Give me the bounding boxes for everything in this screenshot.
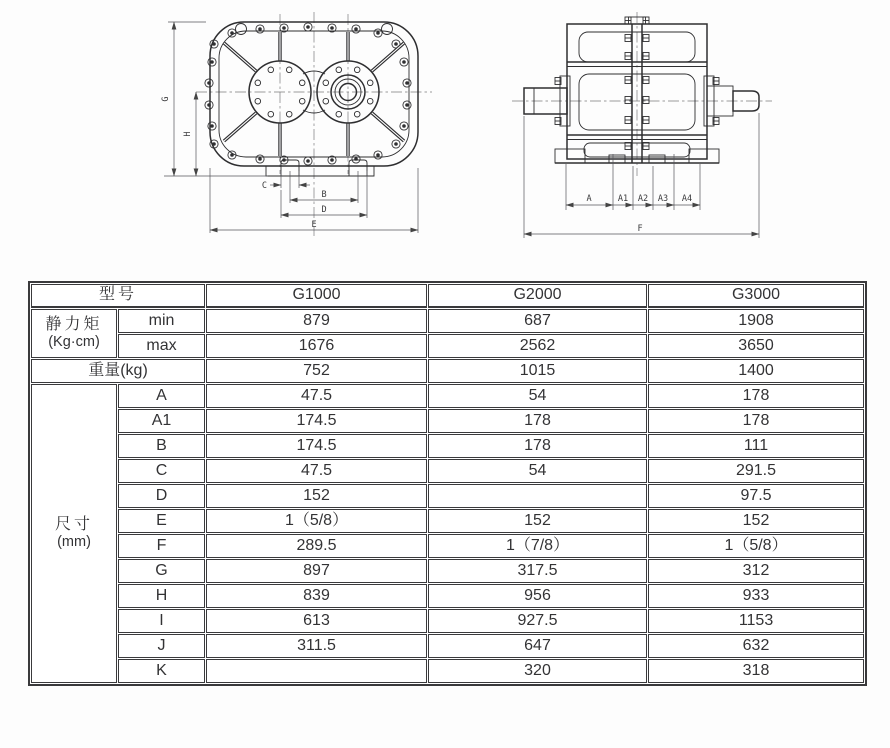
value-cell: 879 <box>206 309 427 333</box>
model-g2000-cell: G2000 <box>428 284 647 308</box>
value-cell: 174.5 <box>206 409 427 433</box>
dim-label-a1: A1 <box>617 194 629 204</box>
value-cell: 111 <box>648 434 864 458</box>
value-cell: 320 <box>428 659 647 683</box>
dim-name-cell: B <box>118 434 205 458</box>
dim-name-cell: C <box>118 459 205 483</box>
value-cell: 3650 <box>648 334 864 358</box>
dim-name-cell: A1 <box>118 409 205 433</box>
max-label-cell: max <box>118 334 205 358</box>
value-cell: 97.5 <box>648 484 864 508</box>
dim-row <box>31 659 864 683</box>
dimensions-label-cell <box>31 384 117 683</box>
dim-label-a4: A4 <box>681 194 693 204</box>
value-cell: 291.5 <box>648 459 864 483</box>
dim-label-b: B <box>321 190 327 200</box>
value-cell <box>428 484 647 508</box>
lifting-hole-right <box>382 24 393 35</box>
value-cell: 687 <box>428 309 647 333</box>
dim-row <box>31 584 864 608</box>
value-cell: 1676 <box>206 334 427 358</box>
value-cell: 839 <box>206 584 427 608</box>
dim-label-a3: A3 <box>657 194 669 204</box>
value-cell: 1015 <box>428 359 647 383</box>
side-view-drawing <box>472 4 802 254</box>
value-cell: 927.5 <box>428 609 647 633</box>
value-cell: 152 <box>648 509 864 533</box>
min-label-cell: min <box>118 309 205 333</box>
value-cell: 752 <box>206 359 427 383</box>
model-g3000-cell: G3000 <box>648 284 864 308</box>
static-moment-max-row <box>31 334 864 358</box>
value-cell: 47.5 <box>206 384 427 408</box>
spec-table <box>28 281 867 686</box>
dim-label-g: G <box>161 96 171 102</box>
header-row <box>31 284 864 308</box>
dim-label-d: D <box>321 205 327 215</box>
model-label-cell: 型号 <box>31 284 205 308</box>
static-moment-min-row <box>31 309 864 333</box>
dim-row <box>31 459 864 483</box>
dim-name-cell: K <box>118 659 205 683</box>
lifting-hole-left <box>236 24 247 35</box>
value-cell: 152 <box>206 484 427 508</box>
value-cell: 897 <box>206 559 427 583</box>
value-cell: 178 <box>428 409 647 433</box>
dim-name-cell: E <box>118 509 205 533</box>
value-cell: 174.5 <box>206 434 427 458</box>
value-cell: 2562 <box>428 334 647 358</box>
weight-label-cell: 重量(kg) <box>31 359 205 383</box>
value-cell: 956 <box>428 584 647 608</box>
value-cell: 317.5 <box>428 559 647 583</box>
dim-label-e: E <box>311 220 317 230</box>
dim-row <box>31 384 864 408</box>
static-moment-unit: (Kg·cm) <box>48 334 100 351</box>
value-cell: 178 <box>428 434 647 458</box>
value-cell: 1400 <box>648 359 864 383</box>
dim-row <box>31 609 864 633</box>
value-cell: 1908 <box>648 309 864 333</box>
dim-label-a: A <box>586 194 592 204</box>
weight-row <box>31 359 864 383</box>
value-cell: 613 <box>206 609 427 633</box>
value-cell: 311.5 <box>206 634 427 658</box>
dim-row <box>31 509 864 533</box>
static-moment-label-cell <box>31 309 117 358</box>
dim-name-cell: I <box>118 609 205 633</box>
dim-name-cell: G <box>118 559 205 583</box>
value-cell <box>206 659 427 683</box>
value-cell: 54 <box>428 459 647 483</box>
value-cell: 632 <box>648 634 864 658</box>
dim-label-f: F <box>637 224 643 234</box>
dim-name-cell: F <box>118 534 205 558</box>
value-cell: 47.5 <box>206 459 427 483</box>
dim-name-cell: J <box>118 634 205 658</box>
front-dimensions <box>161 22 418 233</box>
dimensions-label: 尺寸 <box>54 515 93 533</box>
value-cell: 289.5 <box>206 534 427 558</box>
dim-label-c: C <box>261 181 267 191</box>
dim-row <box>31 434 864 458</box>
dim-name-cell: D <box>118 484 205 508</box>
dimensions-unit: (mm) <box>57 534 91 551</box>
value-cell: 178 <box>648 409 864 433</box>
value-cell: 178 <box>648 384 864 408</box>
value-cell: 318 <box>648 659 864 683</box>
value-cell: 933 <box>648 584 864 608</box>
value-cell: 54 <box>428 384 647 408</box>
dim-label-a2: A2 <box>637 194 649 204</box>
value-cell: 1（5/8） <box>648 534 864 558</box>
value-cell: 312 <box>648 559 864 583</box>
dim-row <box>31 534 864 558</box>
value-cell: 152 <box>428 509 647 533</box>
dim-row <box>31 409 864 433</box>
static-moment-label: 静力矩 <box>45 315 103 333</box>
value-cell: 1（7/8） <box>428 534 647 558</box>
dim-row <box>31 634 864 658</box>
dim-name-cell: A <box>118 384 205 408</box>
value-cell: 647 <box>428 634 647 658</box>
model-g1000-cell: G1000 <box>206 284 427 308</box>
dim-label-h: H <box>183 131 193 137</box>
dim-name-cell: H <box>118 584 205 608</box>
front-view-drawing <box>150 4 470 254</box>
dim-row <box>31 559 864 583</box>
value-cell: 1153 <box>648 609 864 633</box>
dim-row <box>31 484 864 508</box>
value-cell: 1（5/8） <box>206 509 427 533</box>
bolt-ring <box>205 23 411 165</box>
